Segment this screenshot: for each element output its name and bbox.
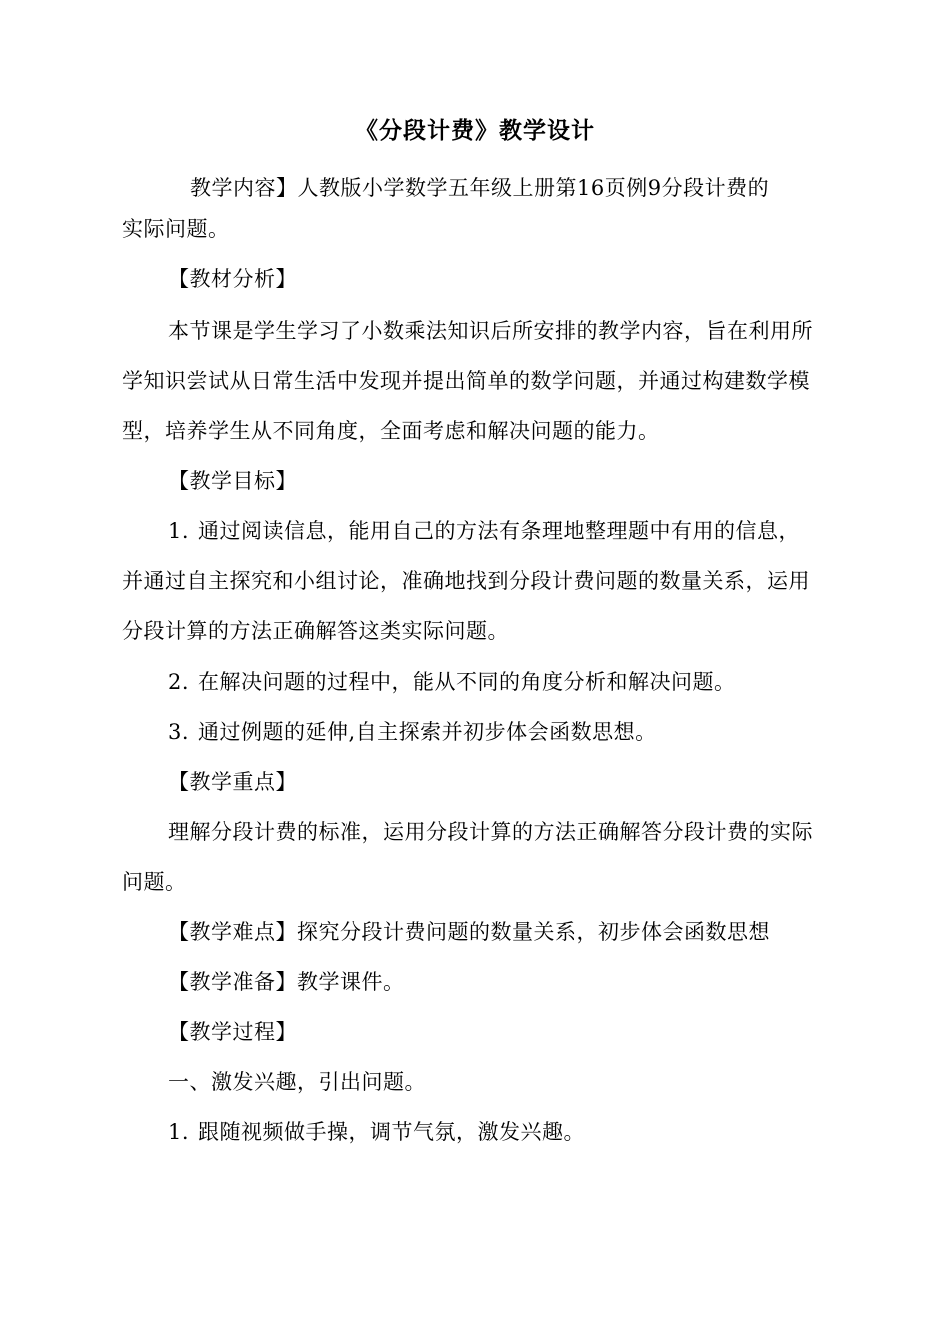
content-line: 实际问题。 <box>122 217 230 241</box>
content-line: 分段计算的方法正确解答这类实际问题。 <box>122 619 509 643</box>
list-item <box>168 513 800 549</box>
list-number: 1. <box>168 519 190 543</box>
content-line: 学知识尝试从日常生活中发现并提出简单的数学问题，并通过构建数学模 <box>122 369 810 393</box>
section-heading: 【教学重点】 <box>168 770 297 794</box>
list-item <box>168 664 736 700</box>
section-heading: 【教学过程】 <box>168 1020 297 1044</box>
list-text: 通过例题的延伸,自主探索并初步体会函数思想。 <box>198 720 657 744</box>
section-heading: 【教材分析】 <box>168 267 297 291</box>
content-line: 本节课是学生学习了小数乘法知识后所安排的教学内容，旨在利用所 <box>168 319 813 343</box>
list-number: 1. <box>168 1120 190 1144</box>
section-heading: 【教学难点】探究分段计费问题的数量关系，初步体会函数思想 <box>168 920 770 944</box>
section-heading: 【教学目标】 <box>168 469 297 493</box>
content-line: 一、激发兴趣，引出问题。 <box>168 1070 426 1094</box>
list-text: 通过阅读信息，能用自己的方法有条理地整理题中有用的信息， <box>198 519 800 543</box>
list-item <box>168 1114 585 1150</box>
document-title: 《分段计费》教学设计 <box>355 118 595 144</box>
list-text: 在解决问题的过程中，能从不同的角度分析和解决问题。 <box>198 670 736 694</box>
section-heading: 【教学准备】教学课件。 <box>168 970 405 994</box>
list-text: 跟随视频做手操，调节气氛，激发兴趣。 <box>198 1120 585 1144</box>
content-line: 型，培养学生从不同角度，全面考虑和解决问题的能力。 <box>122 419 660 443</box>
list-number: 2. <box>168 670 190 694</box>
list-number: 3. <box>168 720 190 744</box>
content-line: 理解分段计费的标准，运用分段计算的方法正确解答分段计费的实际 <box>168 820 813 844</box>
content-line: 问题。 <box>122 870 187 894</box>
list-item <box>168 714 657 750</box>
content-line: 并通过自主探究和小组讨论，准确地找到分段计费问题的数量关系，运用 <box>122 569 810 593</box>
content-line: 教学内容】人教版小学数学五年级上册第16页例9分段计费的 <box>190 176 770 200</box>
